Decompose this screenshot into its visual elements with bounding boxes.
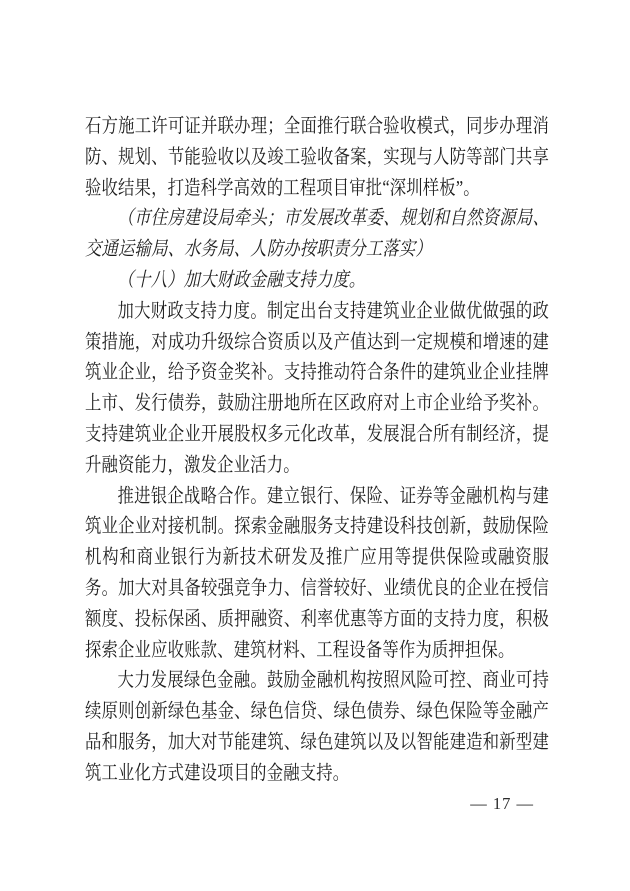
text-line: 交通运输局、水务局、人防办按职责分工落实） <box>85 239 432 261</box>
text-line: 支持建筑业企业开展股权多元化改革，发展混合所有制经济，提 <box>85 423 549 445</box>
section-heading-line: （十八）加大财政金融支持力度。 <box>117 269 366 291</box>
text-line: 额度、投标保函、质押融资、利率优惠等方面的支持力度，积极 <box>85 608 549 630</box>
text-line: 筑工业化方式建设项目的金融支持。 <box>85 762 350 784</box>
text-line: 防、规划、节能验收以及竣工验收备案，实现与人防等部门共享 <box>85 146 549 168</box>
text-line: 验收结果，打造科学高效的工程项目审批“深圳样板”。 <box>85 177 480 199</box>
text-line: 筑业企业，给予资金奖补。支持推动符合条件的建筑业企业挂牌 <box>85 362 549 384</box>
text-line: （市住房建设局牵头；市发展改革委、规划和自然资源局、 <box>117 208 549 230</box>
para-joint-acceptance-continued <box>85 112 549 204</box>
text-line: 策措施，对成功升级综合资质以及产值达到一定规模和增速的建 <box>85 331 549 353</box>
document-text-block <box>85 112 549 790</box>
page-number: — 17 — <box>470 794 534 813</box>
text-line: 筑业企业对接机制。探索金融服务支持建设科技创新，鼓励保险 <box>85 516 549 538</box>
text-line: 加大财政支持力度。制定出台支持建筑业企业做优做强的政 <box>117 300 549 322</box>
text-line: 品和服务，加大对节能建筑、绿色建筑以及以智能建造和新型建 <box>85 731 549 753</box>
text-line: 机构和商业银行为新技术研发及推广应用等提供保险或融资服 <box>85 547 549 569</box>
para-heading-item-18 <box>85 266 549 297</box>
text-line: 务。加大对具备较强竞争力、信誉较好、业绩优良的企业在授信 <box>85 577 549 599</box>
text-line: 升融资能力，激发企业活力。 <box>85 454 300 476</box>
para-bank-enterprise-cooperation <box>85 482 549 667</box>
text-line: 推进银企战略合作。建立银行、保险、证券等金融机构与建 <box>117 485 549 507</box>
para-green-finance <box>85 666 549 789</box>
para-fiscal-support <box>85 297 549 482</box>
text-line: 石方施工许可证并联办理；全面推行联合验收模式，同步办理消 <box>85 116 549 137</box>
text-line: 上市、发行债券，鼓励注册地所在区政府对上市企业给予奖补。 <box>85 393 549 415</box>
text-line: 大力发展绿色金融。鼓励金融机构按照风险可控、商业可持 <box>117 670 549 692</box>
text-line: 续原则创新绿色基金、绿色信贷、绿色债券、绿色保险等金融产 <box>85 701 549 723</box>
para-responsibility-attribution <box>85 204 549 266</box>
text-line: 探索企业应收账款、建筑材料、工程设备等作为质押担保。 <box>85 639 515 661</box>
